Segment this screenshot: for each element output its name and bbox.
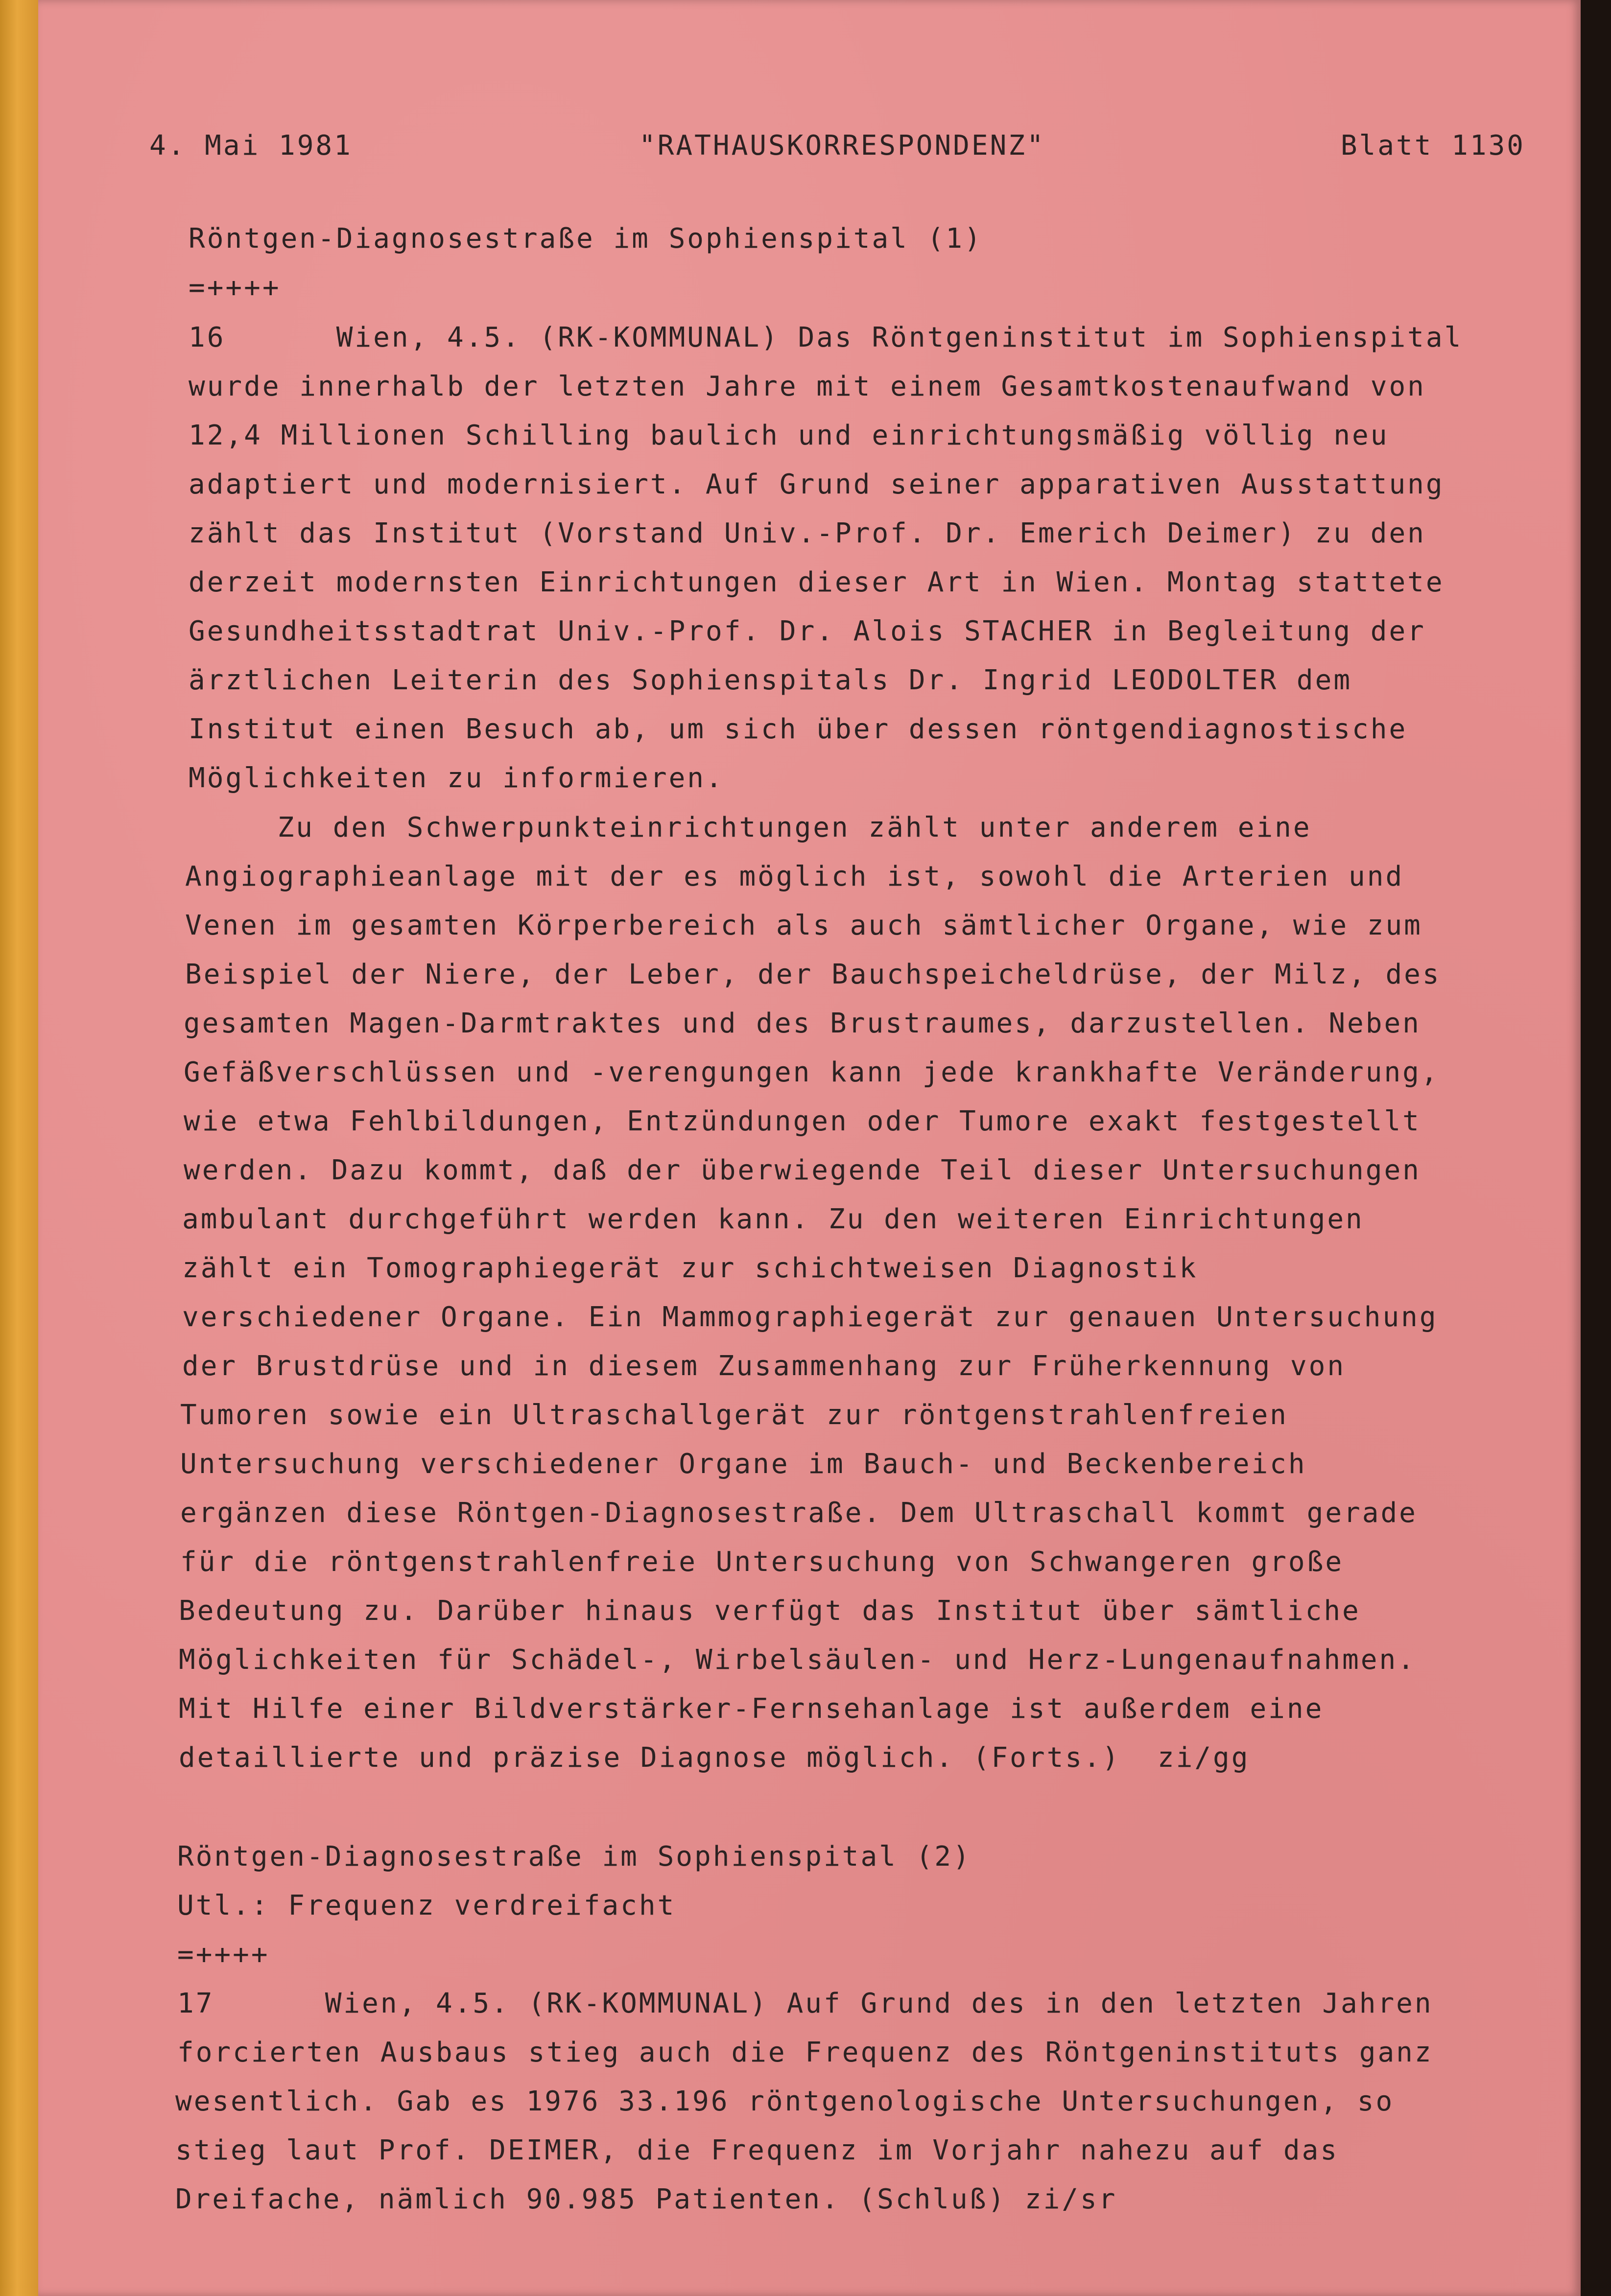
article-2-line: stieg laut Prof. DEIMER, die Frequenz im Vorjahr nahezu auf das xyxy=(175,2134,1339,2166)
article-2-marker: =++++ xyxy=(177,1939,270,1970)
article-1-line: Bedeutung zu. Darüber hinaus verfügt das Institut über sämtliche xyxy=(179,1595,1361,1627)
article-2-line: Dreifache, nämlich 90.985 Patienten. (Schluß) zi/sr xyxy=(175,2183,1117,2215)
article-1-line: Venen im gesamten Körperbereich als auch sämtlicher Organe, wie zum xyxy=(185,910,1422,941)
article-1-line: ergänzen diese Röntgen-Diagnosestraße. Dem Ultraschall kommt gerade xyxy=(180,1497,1418,1529)
header-date: 4. Mai 1981 xyxy=(149,130,353,162)
article-1-line: detaillierte und präzise Diagnose möglich. (Forts.) zi/gg xyxy=(179,1742,1250,1774)
article-1-line: werden. Dazu kommt, daß der überwiegende Teil dieser Untersuchungen xyxy=(184,1154,1421,1186)
article-1-line: derzeit modernsten Einrichtungen dieser Art in Wien. Montag stattete xyxy=(189,566,1445,598)
article-1-line: ambulant durchgeführt werden kann. Zu den weiteren Einrichtungen xyxy=(182,1203,1364,1235)
article-1-line: wie etwa Fehlbildungen, Entzündungen oder Tumore exakt festgestellt xyxy=(184,1105,1421,1137)
article-1-line: 16 Wien, 4.5. (RK-KOMMUNAL) Das Röntgeninstitut im Sophienspital xyxy=(189,322,1463,353)
article-1-line: für die röntgenstrahlenfreie Untersuchung von Schwangeren große xyxy=(180,1546,1344,1578)
article-1-line: adaptiert und modernisiert. Auf Grund seiner apparativen Ausstattung xyxy=(189,469,1445,500)
article-2-line: 17 Wien, 4.5. (RK-KOMMUNAL) Auf Grund des in den letzten Jahren xyxy=(177,1988,1433,2019)
article-1-line: 12,4 Millionen Schilling baulich und einrichtungsmäßig völlig neu xyxy=(189,420,1389,451)
article-2-title: Röntgen-Diagnosestraße im Sophienspital (2) xyxy=(177,1841,971,1873)
article-1-line: Gefäßverschlüssen und -verengungen kann jede krankhafte Veränderung, xyxy=(184,1056,1440,1088)
article-1-line: Möglichkeiten für Schädel-, Wirbelsäulen- und Herz-Lungenaufnahmen. xyxy=(179,1644,1416,1676)
article-1-line: zählt ein Tomographiegerät zur schichtweisen Diagnostik xyxy=(182,1252,1198,1284)
article-1-line: Mit Hilfe einer Bildverstärker-Fernsehanlage ist außerdem eine xyxy=(179,1693,1324,1725)
article-1-line: Gesundheitsstadtrat Univ.-Prof. Dr. Alois STACHER in Begleitung der xyxy=(189,615,1426,647)
article-1-line: Untersuchung verschiedener Organe im Bauch- und Beckenbereich xyxy=(180,1448,1307,1480)
page-header xyxy=(149,132,1525,166)
article-1-line: Möglichkeiten zu informieren. xyxy=(189,762,724,794)
article-1-line: Tumoren sowie ein Ultraschallgerät zur röntgenstrahlenfreien xyxy=(180,1399,1288,1431)
article-1-line: zählt das Institut (Vorstand Univ.-Prof. Dr. Emerich Deimer) zu den xyxy=(189,517,1426,549)
article-2-subtitle: Utl.: Frequenz verdreifacht xyxy=(177,1890,676,1921)
article-2-line: wesentlich. Gab es 1976 33.196 röntgenologische Untersuchungen, so xyxy=(175,2085,1395,2117)
article-1-line: der Brustdrüse und in diesem Zusammenhang zur Früherkennung von xyxy=(182,1350,1346,1382)
article-1-line: wurde innerhalb der letzten Jahre mit einem Gesamtkostenaufwand von xyxy=(189,371,1426,402)
article-1-line: Institut einen Besuch ab, um sich über dessen röntgendiagnostische xyxy=(189,713,1408,745)
article-1-title: Röntgen-Diagnosestraße im Sophienspital (1) xyxy=(189,223,983,255)
article-1-line: ärztlichen Leiterin des Sophienspitals Dr. Ingrid LEODOLTER dem xyxy=(189,664,1352,696)
article-1-line: Beispiel der Niere, der Leber, der Bauchspeicheldrüse, der Milz, des xyxy=(185,959,1441,990)
article-2-line: forcierten Ausbaus stieg auch die Frequenz des Röntgeninstituts ganz xyxy=(177,2037,1433,2068)
article-1-marker: =++++ xyxy=(189,272,281,304)
header-sheet-number: Blatt 1130 xyxy=(1340,130,1525,162)
header-publication: "RATHAUSKORRESPONDENZ" xyxy=(639,130,1045,162)
binding-edge xyxy=(0,0,38,2296)
article-1-line: Angiographieanlage mit der es möglich ist, sowohl die Arterien und xyxy=(185,861,1404,892)
page-right-edge xyxy=(1581,0,1611,2296)
article-1-line: verschiedener Organe. Ein Mammographiegerät zur genauen Untersuchung xyxy=(182,1301,1438,1333)
article-1-line: gesamten Magen-Darmtraktes und des Brustraumes, darzustellen. Neben xyxy=(184,1007,1421,1039)
article-1-line: Zu den Schwerpunkteinrichtungen zählt unter anderem eine xyxy=(185,812,1312,843)
